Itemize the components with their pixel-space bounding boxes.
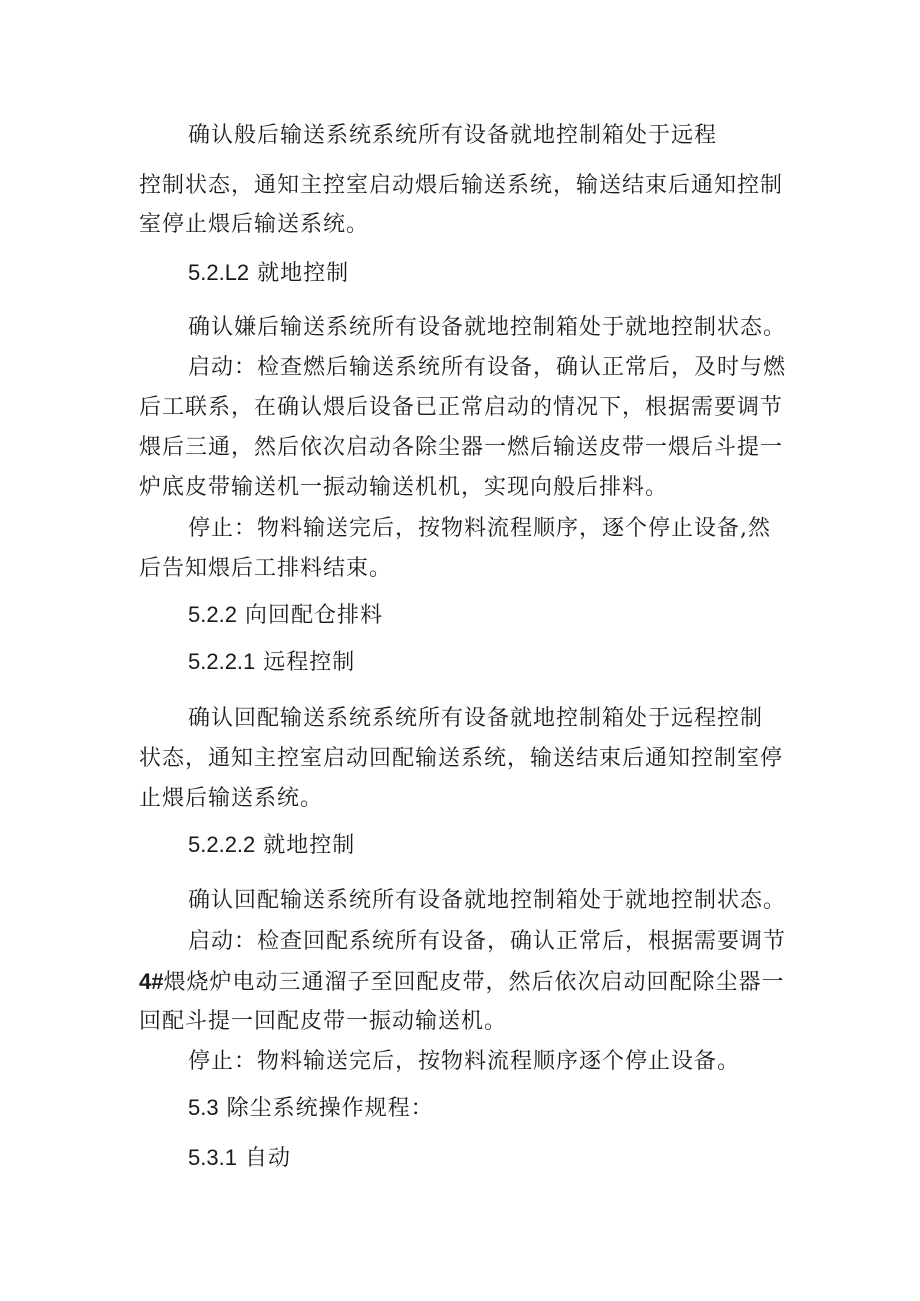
section-heading-5-3 (188, 1093, 434, 1124)
section-title: 远程控制 (263, 650, 356, 675)
para1-line1: 确认般后输送系统系统所有设备就地控制箱处于远程 (188, 123, 718, 148)
section-number: 5.2.2 (188, 602, 237, 627)
section-heading-5-2-2 (188, 600, 383, 631)
furnace-number: 4# (139, 969, 164, 994)
para5-line3: 止煨后输送系统。 (139, 786, 324, 811)
para3-line2: 后工联系，在确认煨后设备已正常启动的情况下，根据需要调节 (139, 395, 784, 420)
para7-line1: 启动：检查回配系统所有设备，确认正常后，根据需要调节 (188, 929, 787, 954)
para1-line3: 室停止煨后输送系统。 (139, 212, 370, 237)
section-heading-5-2-2-2 (188, 830, 355, 861)
section-heading-5-3-1 (188, 1143, 291, 1174)
section-number: 5.2.L2 (188, 260, 250, 285)
section-number: 5.3 (188, 1095, 219, 1120)
section-number: 5.2.2.1 (188, 649, 256, 674)
para7-line3: 回配斗提一回配皮带一振动输送机。 (139, 1009, 508, 1034)
section-title: 除尘系统操作规程： (226, 1096, 434, 1121)
para1-line2: 控制状态，通知主控室启动煨后输送系统，输送结束后通知控制 (139, 173, 784, 198)
para4-line1: 停止：物料输送完后，按物料流程顺序，逐个停止设备,然 (188, 516, 771, 541)
section-number: 5.3.1 (188, 1145, 237, 1170)
para3-line4: 炉底皮带输送机一振动输送机机，实现向般后排料。 (139, 475, 669, 500)
section-heading-5-2-2-1 (188, 647, 355, 678)
section-title: 就地控制 (257, 261, 350, 286)
section-title: 向回配仓排料 (244, 603, 383, 628)
para2-line1: 确认嫌后输送系统所有设备就地控制箱处于就地控制状态。 (188, 315, 787, 340)
para7-line2 (139, 967, 785, 998)
section-title: 自动 (244, 1146, 291, 1171)
section-number: 5.2.2.2 (188, 832, 256, 857)
para4-line2: 后告知煨后工排料结束。 (139, 556, 393, 581)
para3-line3: 煨后三通，然后依次启动各除尘器一燃后输送皮带一煨后斗提一 (139, 435, 784, 460)
para3-line1: 启动：检查燃后输送系统所有设备，确认正常后，及时与燃 (188, 355, 787, 380)
para7-line2-text: 煨烧炉电动三通溜子至回配皮带，然后依次启动回配除尘器一 (163, 970, 785, 995)
section-title: 就地控制 (263, 833, 356, 858)
section-heading-5-2-1-2 (188, 258, 349, 289)
para6-line1: 确认回配输送系统所有设备就地控制箱处于就地控制状态。 (188, 888, 787, 913)
para5-line1: 确认回配输送系统系统所有设备就地控制箱处于远程控制 (188, 706, 764, 731)
para5-line2: 状态，通知主控室启动回配输送系统，输送结束后通知控制室停 (139, 746, 784, 771)
para8-line1: 停止：物料输送完后，按物料流程顺序逐个停止设备。 (188, 1049, 741, 1074)
